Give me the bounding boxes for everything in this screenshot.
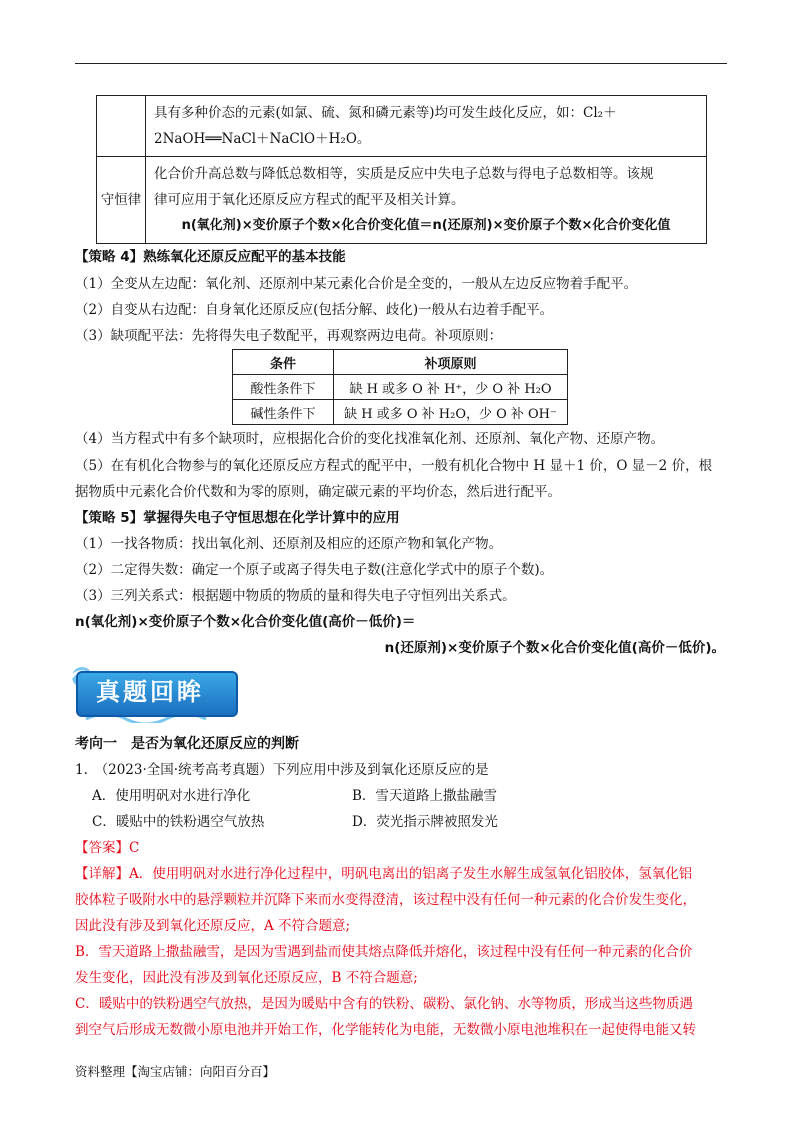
law-cell-disproportion <box>146 96 707 157</box>
strategy5-formula-1: n(氧化剂)×变价原子个数×化合价变化值(高价－低价)＝ <box>75 614 416 630</box>
detail-line: C．暖贴中的铁粉遇空气放热，是因为暖贴中含有的铁粉、碳粉、氯化钠、水等物质，形成当这些物质遇 <box>75 996 693 1012</box>
table-header: 补项原则 <box>334 350 568 375</box>
law-table <box>96 95 707 244</box>
strategy5-item-1: （1）一找各物质：找出氧化剂、还原剂及相应的还原产物和氧化产物。 <box>75 536 503 552</box>
supplement-table <box>232 349 568 425</box>
table-cell: 缺 H 或多 O 补 H⁺，少 O 补 H₂O <box>334 375 568 400</box>
detail-line: 【详解】A．使用明矾对水进行净化过程中，明矾电离出的铝离子发生水解生成氢氧化铝胶体，氢氧化铝 <box>75 866 693 882</box>
strategy4-item-1: （1）全变从左边配：氧化剂、还原剂中某元素化合价是全变的，一般从左边反应物着手配平。 <box>75 276 638 292</box>
law-cell-conservation <box>146 157 707 244</box>
table-header: 条件 <box>233 350 334 375</box>
header-rule <box>75 63 727 64</box>
strategy5-title: 【策略 5】掌握得失电子守恒思想在化学计算中的应用 <box>75 510 400 526</box>
detail-line: B．雪天道路上撒盐融雪，是因为雪遇到盐而使其熔点降低并熔化，该过程中没有任何一种元素的化合价 <box>75 944 693 960</box>
strategy5-item-3: （3）三列关系式：根据题中物质的物质的量和得失电子守恒列出关系式。 <box>75 588 516 604</box>
option-c: C．暖贴中的铁粉遇空气放热 <box>92 814 265 830</box>
question-stem: 1. （2023·全国·统考高考真题）下列应用中涉及到氧化还原反应的是 <box>75 762 489 778</box>
section-banner <box>66 665 236 723</box>
strategy5-item-2: （2）二定得失数：确定一个原子或离子得失电子数(注意化学式中的原子个数)。 <box>75 562 554 578</box>
text-line: 具有多种价态的元素(如氯、硫、氮和磷元素等)均可发生歧化反应，如：Cl₂＋ <box>154 105 617 121</box>
detail-line: 发生变化，因此没有涉及到氧化还原反应，B 不符合题意; <box>75 970 418 986</box>
law-label: 守恒律 <box>97 157 146 244</box>
option-b: B．雪天道路上撒盐融雪 <box>352 788 497 804</box>
answer: 【答案】C <box>75 840 140 856</box>
detail-line: 到空气后形成无数微小原电池并开始工作，化学能转化为电能，无数微小原电池堆积在一起使得电能又转 <box>75 1022 696 1038</box>
table-cell: 缺 H 或多 O 补 H₂O，少 O 补 OH⁻ <box>334 400 568 425</box>
strategy4-item-5-cont: 据物质中元素化合价代数和为零的原则，确定碳元素的平均价态，然后进行配平。 <box>75 484 561 500</box>
footer-source: 资料整理【淘宝店铺：向阳百分百】 <box>75 1064 276 1079</box>
text-line: 化合价升高总数与降低总数相等，实质是反应中失电子总数与得电子总数相等。该规 <box>154 166 654 182</box>
strategy4-item-5: （5）在有机化合物参与的氧化还原反应方程式的配平中，一般有机化合物中 H 显＋1 价，O 显－2 价，根 <box>75 458 713 474</box>
table-cell: 酸性条件下 <box>233 375 334 400</box>
conservation-formula: n(氧化剂)×变价原子个数×化合价变化值＝n(还原剂)×变价原子个数×化合价变化值 <box>181 218 671 233</box>
section-title: 考向一 是否为氧化还原反应的判断 <box>75 736 299 752</box>
strategy4-item-4: （4）当方程式中有多个缺项时，应根据化合价的变化找准氧化剂、还原剂、氧化产物、还原产物。 <box>75 431 665 447</box>
strategy5-formula-2: n(还原剂)×变价原子个数×化合价变化值(高价－低价)。 <box>384 640 725 656</box>
detail-line: 胶体粒子吸附水中的悬浮颗粒并沉降下来而水变得澄清，该过程中没有任何一种元素的化合价发生变化， <box>75 892 696 908</box>
strategy4-item-2: （2）自变从右边配：自身氧化还原反应(包括分解、歧化)一般从右边着手配平。 <box>75 302 554 318</box>
option-d: D．荧光指示牌被照发光 <box>352 814 498 830</box>
strategy4-item-3: （3）缺项配平法：先将得失电子数配平，再观察两边电荷。补项原则： <box>75 328 503 344</box>
strategy4-title: 【策略 4】熟练氧化还原反应配平的基本技能 <box>75 249 346 265</box>
banner-title: 真题回眸 <box>96 678 204 706</box>
law-label-empty <box>97 96 146 157</box>
detail-line: 因此没有涉及到氧化还原反应，A 不符合题意; <box>75 918 351 934</box>
text-line: 律可应用于氧化还原反应方程式的配平及相关计算。 <box>154 192 465 208</box>
option-a: A．使用明矾对水进行净化 <box>92 788 251 804</box>
text-line: 2NaOH══NaCl＋NaClO＋H₂O。 <box>154 131 371 147</box>
table-cell: 碱性条件下 <box>233 400 334 425</box>
